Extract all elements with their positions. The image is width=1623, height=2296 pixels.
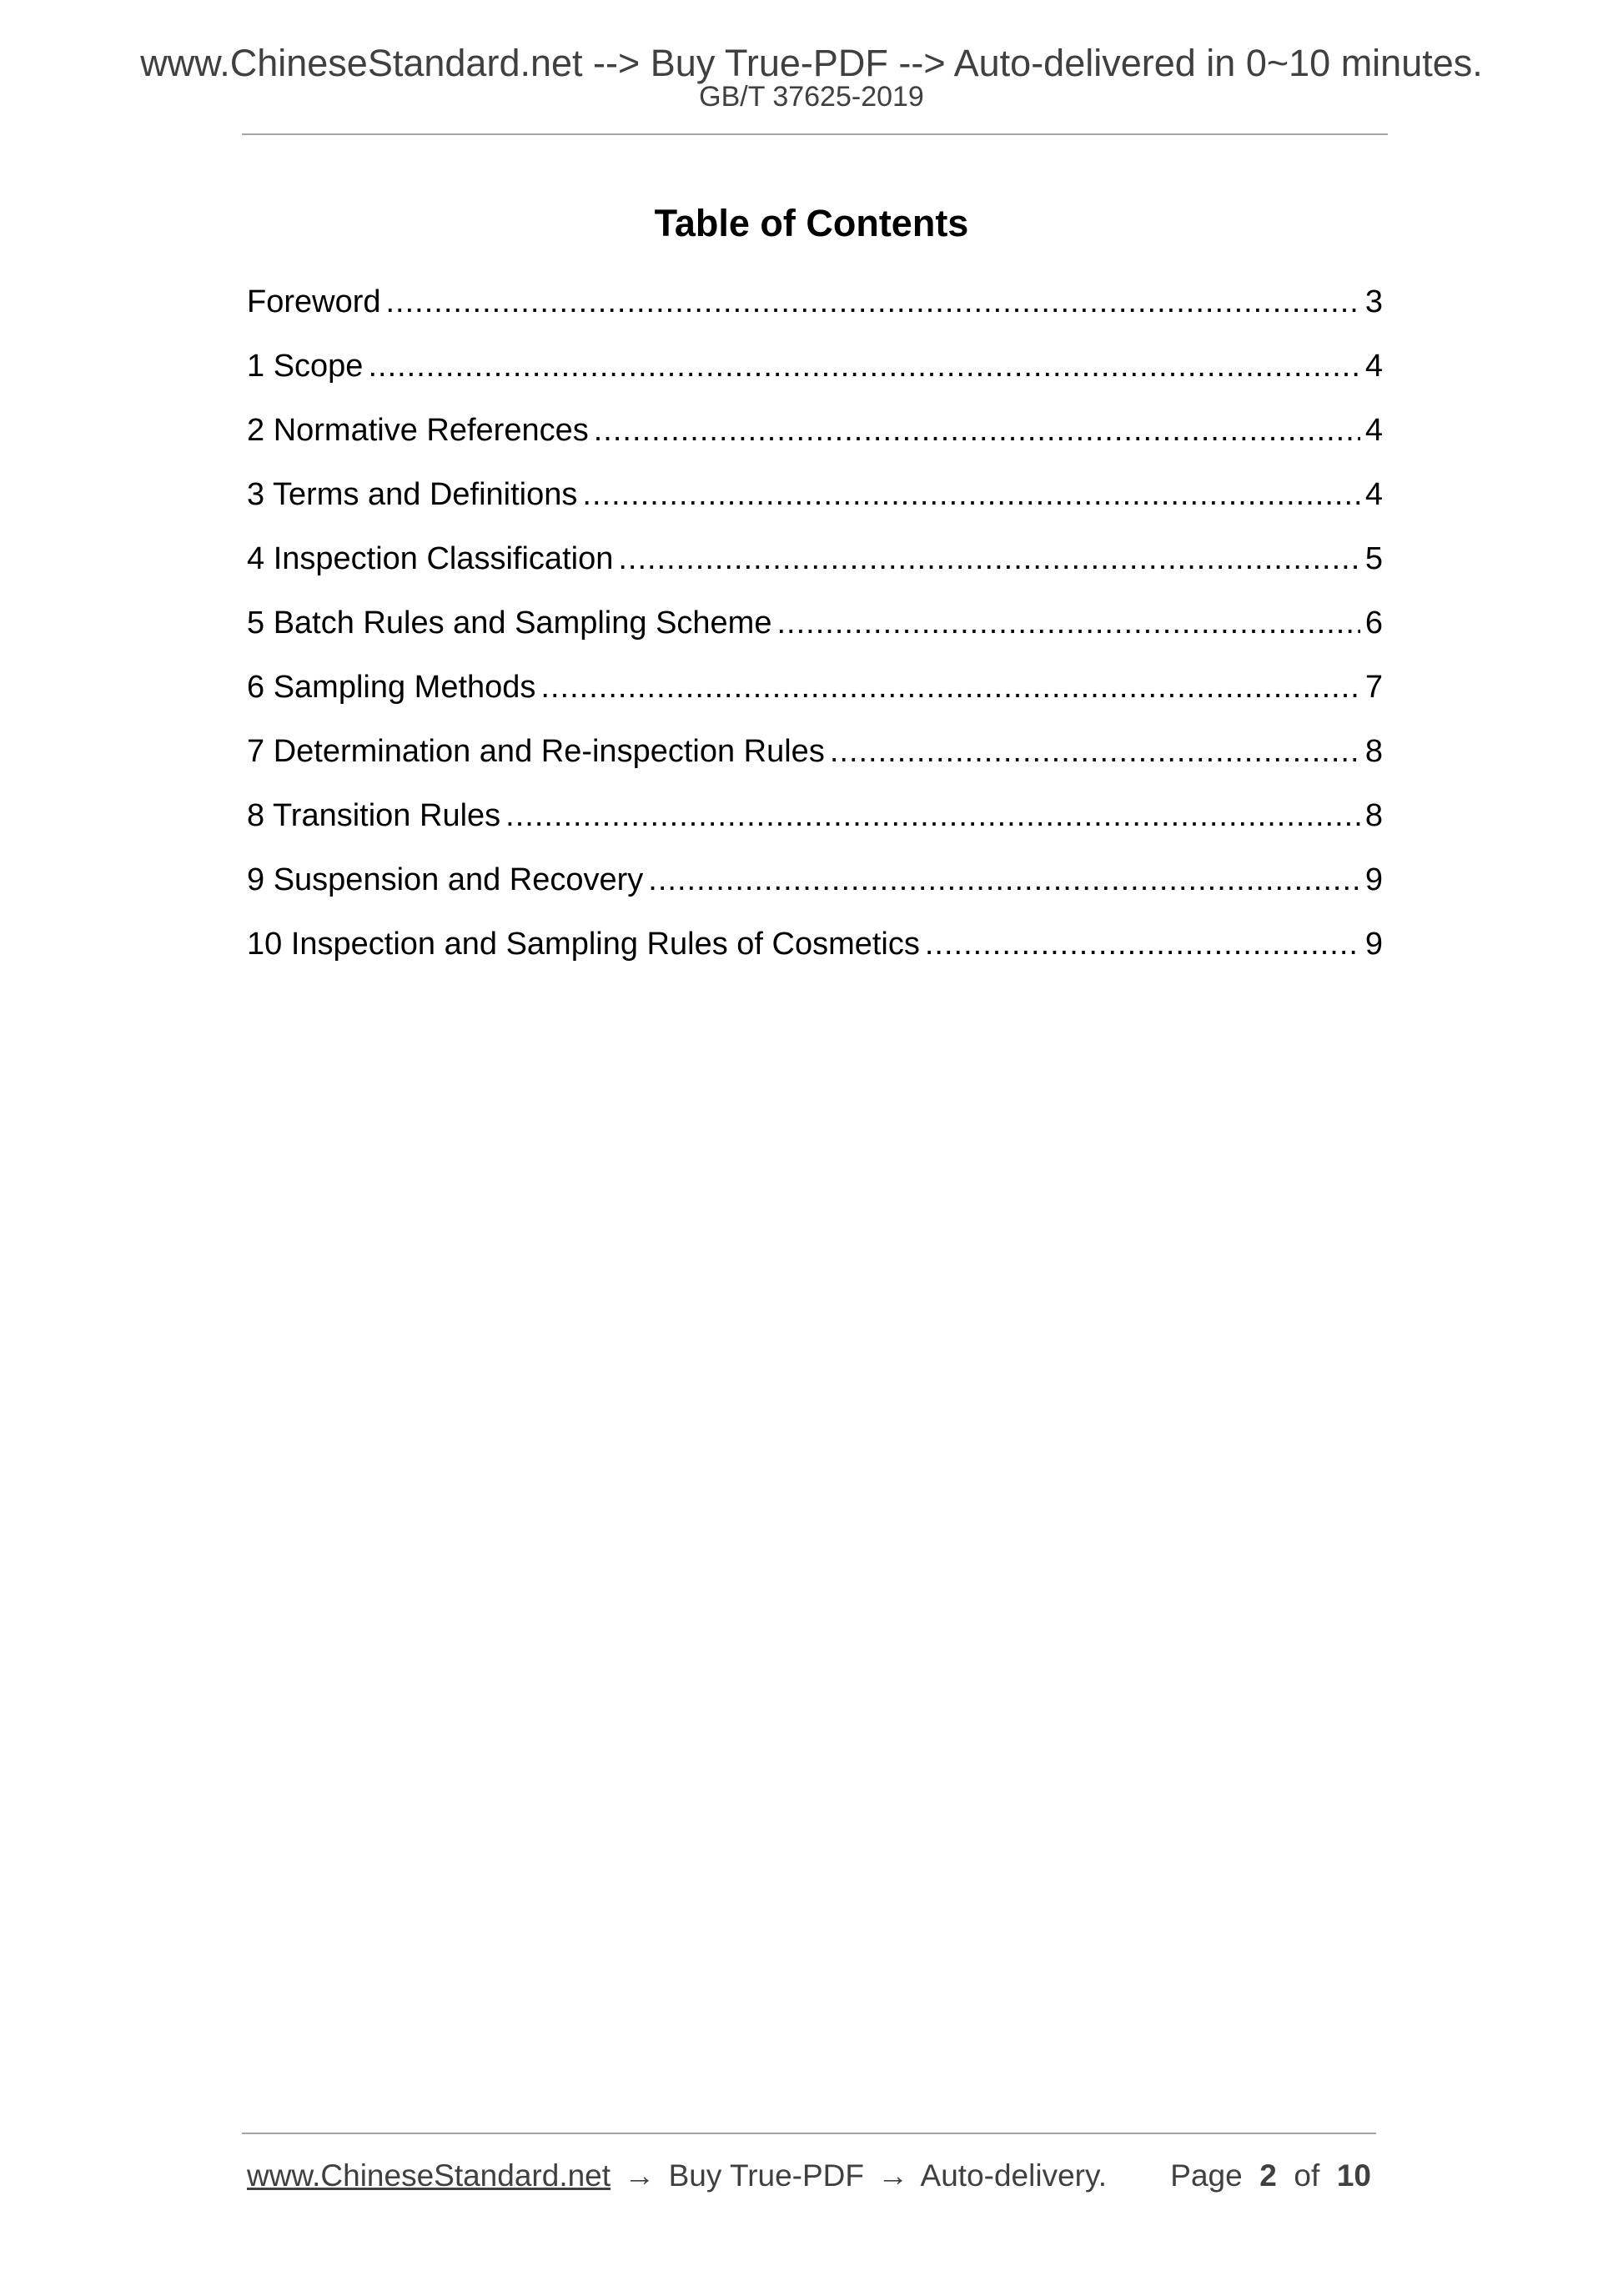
toc-entry-label: 3 Terms and Definitions — [247, 477, 578, 512]
toc-leader-dots — [925, 922, 1360, 966]
top-banner: www.ChineseStandard.net --> Buy True-PDF --> Auto-delivered in 0~10 minutes. — [140, 42, 1483, 84]
toc-leader-dots — [540, 666, 1359, 709]
toc-entry-scope[interactable] — [247, 344, 1383, 409]
toc-leader-dots — [648, 858, 1360, 902]
document-code: GB/T 37625-2019 — [699, 81, 924, 113]
toc-entry-normative-references[interactable] — [247, 409, 1383, 473]
toc-entry-label: 10 Inspection and Sampling Rules of Cosmetics — [247, 927, 920, 962]
delivery-text: Auto-delivery. — [920, 2158, 1108, 2193]
right-arrow-icon: → — [624, 2158, 656, 2193]
toc-leader-dots — [594, 409, 1360, 452]
toc-leader-dots — [582, 473, 1359, 516]
header-divider — [242, 133, 1388, 135]
toc-entry-page: 7 — [1364, 670, 1383, 705]
of-word: of — [1294, 2158, 1320, 2193]
toc-leader-dots — [368, 344, 1359, 388]
toc-list — [247, 280, 1383, 987]
toc-entry-label: 2 Normative References — [247, 413, 589, 448]
toc-entry-foreword[interactable] — [247, 280, 1383, 344]
toc-entry-sampling-methods[interactable] — [247, 666, 1383, 730]
toc-leader-dots — [618, 537, 1360, 580]
toc-entry-page: 8 — [1364, 734, 1383, 769]
footer-divider — [242, 2133, 1376, 2134]
toc-entry-determination-rules[interactable] — [247, 730, 1383, 794]
toc-entry-terms-and-definitions[interactable] — [247, 473, 1383, 537]
toc-entry-inspection-classification[interactable] — [247, 537, 1383, 601]
toc-entry-label: 4 Inspection Classification — [247, 541, 614, 576]
toc-entry-label: Foreword — [247, 284, 381, 319]
page-total: 10 — [1336, 2158, 1371, 2193]
toc-leader-dots — [505, 794, 1360, 837]
toc-entry-label: 8 Transition Rules — [247, 798, 501, 833]
page-current: 2 — [1259, 2158, 1277, 2193]
toc-entry-page: 6 — [1364, 605, 1383, 641]
toc-entry-page: 4 — [1364, 413, 1383, 448]
footer-promo — [247, 2155, 1107, 2197]
toc-entry-label: 9 Suspension and Recovery — [247, 862, 644, 897]
toc-entry-page: 9 — [1364, 927, 1383, 962]
toc-entry-suspension-and-recovery[interactable] — [247, 858, 1383, 922]
toc-entry-label: 5 Batch Rules and Sampling Scheme — [247, 605, 772, 641]
toc-leader-dots — [830, 730, 1360, 773]
toc-entry-label: 7 Determination and Re-inspection Rules — [247, 734, 825, 769]
toc-entry-inspection-and-sampling-rules[interactable] — [247, 922, 1383, 987]
page-word: Page — [1170, 2158, 1243, 2193]
right-arrow-icon: → — [877, 2158, 909, 2193]
toc-entry-page: 9 — [1364, 862, 1383, 897]
toc-entry-batch-rules[interactable] — [247, 601, 1383, 666]
page-indicator — [1170, 2155, 1371, 2197]
toc-leader-dots — [386, 280, 1360, 324]
toc-entry-page: 5 — [1364, 541, 1383, 576]
buy-text: Buy True-PDF — [668, 2158, 865, 2193]
toc-title: Table of Contents — [654, 202, 969, 244]
site-link[interactable]: www.ChineseStandard.net — [247, 2158, 611, 2193]
page-footer — [247, 2155, 1383, 2197]
toc-entry-label: 1 Scope — [247, 349, 364, 384]
toc-entry-transition-rules[interactable] — [247, 794, 1383, 858]
toc-entry-page: 4 — [1364, 349, 1383, 384]
toc-entry-page: 3 — [1364, 284, 1383, 319]
toc-entry-page: 8 — [1364, 798, 1383, 833]
toc-entry-page: 4 — [1364, 477, 1383, 512]
toc-leader-dots — [776, 601, 1359, 645]
toc-entry-label: 6 Sampling Methods — [247, 670, 536, 705]
